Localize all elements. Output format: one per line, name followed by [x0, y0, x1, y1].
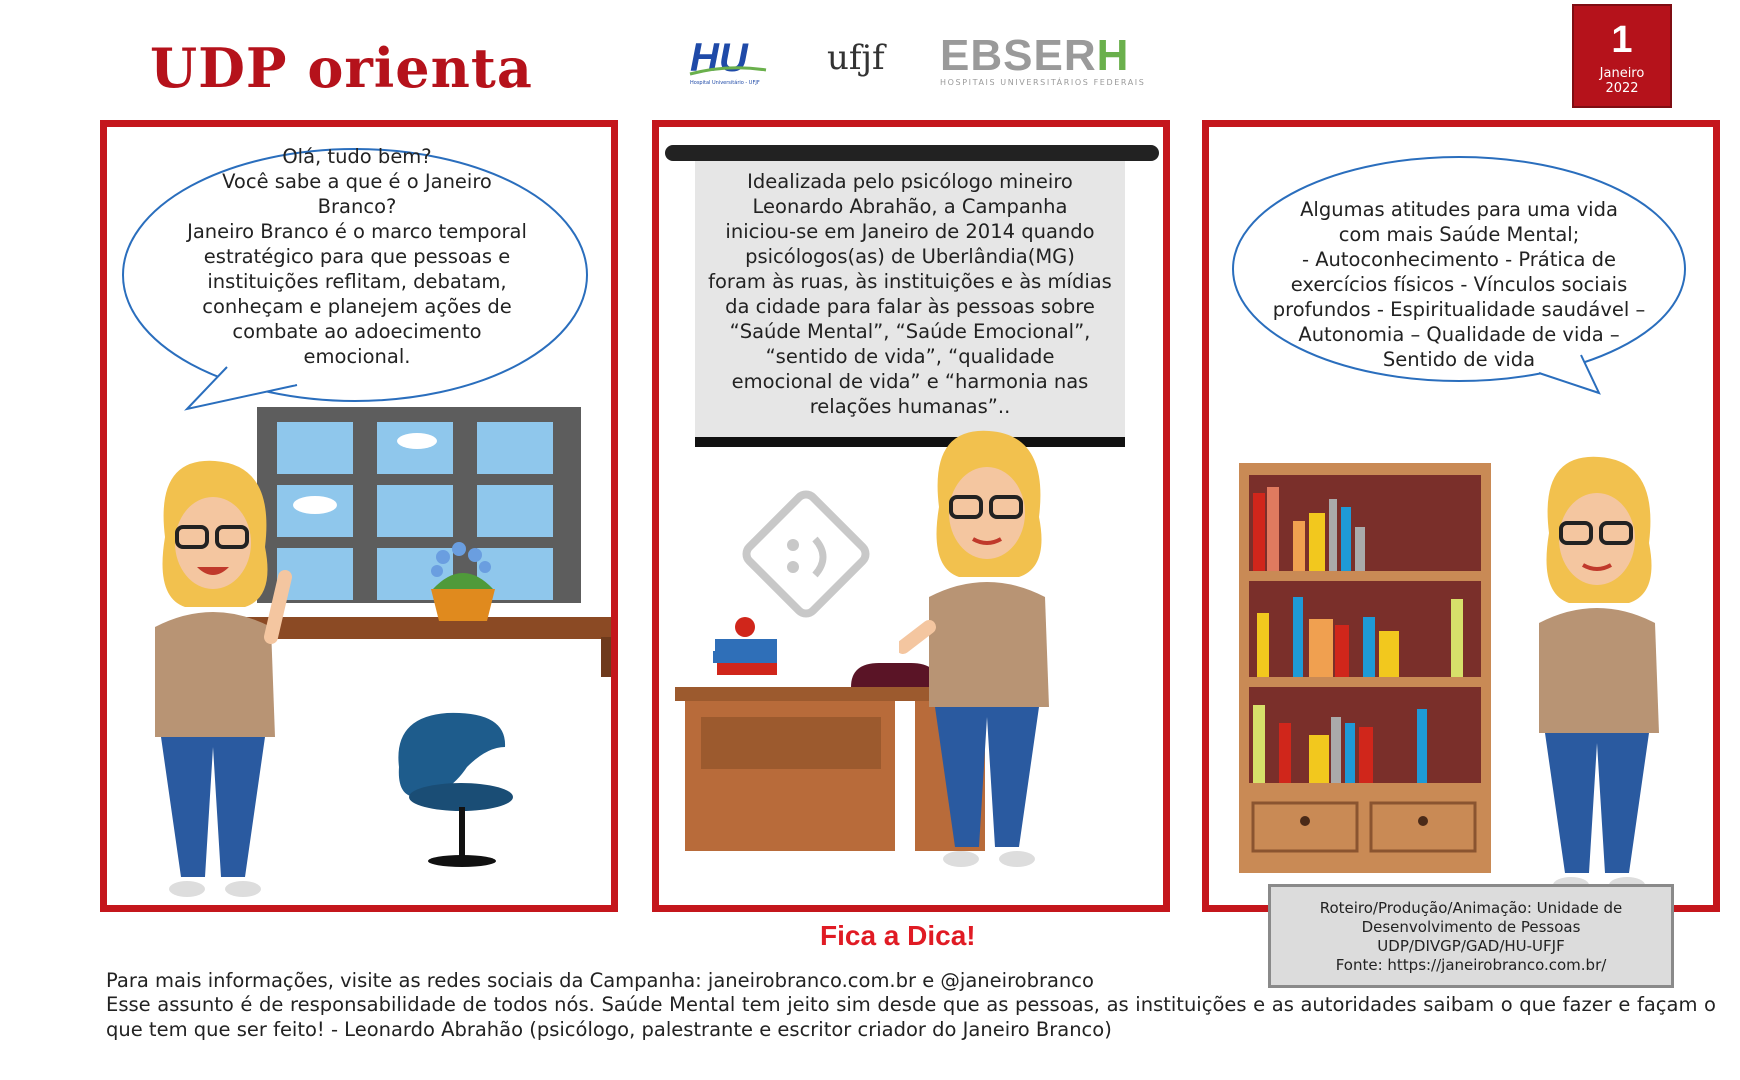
page-title: UDP orienta — [150, 36, 533, 100]
bubble-text — [1249, 197, 1669, 372]
avatar-character — [125, 457, 295, 912]
avatar-character — [1509, 453, 1689, 912]
screen-line: foram às ruas, às instituições e às mídias — [708, 270, 1112, 293]
bubble-line: Sentido de vida — [1382, 348, 1536, 371]
hu-logo-text: HU — [690, 36, 748, 80]
chair-illustration — [387, 707, 537, 877]
screen-line: “sentido de vida”, “qualidade — [765, 345, 1055, 368]
comic-panel-3 — [1202, 120, 1720, 912]
footer-quote: Esse assunto é de responsabilidade de todos nós. Saúde Mental tem jeito sim desde que as pessoas, as instituições e as autoridades saibam o que fazer e façam o que tem que ser feito! - Leonardo Abrahão (psicólogo, palestrante e escritor criador do Janeiro Branco) — [106, 993, 1716, 1041]
tip-heading: Fica a Dica! — [820, 920, 976, 951]
bubble-line: Você sabe a que é o Janeiro — [222, 170, 492, 193]
bubble-line: com mais Saúde Mental; — [1338, 223, 1580, 246]
bubble-line: Branco? — [317, 195, 397, 218]
flower-pot-icon — [423, 537, 503, 627]
badge-month: Janeiro — [1599, 66, 1645, 81]
bubble-line: - Autoconhecimento - Prática de — [1301, 248, 1617, 271]
screen-line: “Saúde Mental”, “Saúde Emocional”, — [729, 320, 1091, 343]
bubble-line: conheçam e planejem ações de — [202, 295, 512, 318]
screen-line: psicólogos(as) de Uberlândia(MG) — [745, 245, 1075, 268]
badge-number: 1 — [1611, 19, 1633, 61]
window-illustration — [257, 407, 587, 607]
credits-source-link[interactable]: Fonte: https://janeirobranco.com.br/ — [1335, 956, 1607, 974]
comic-panel-2 — [652, 120, 1170, 912]
ufjf-logo: ufjf — [827, 38, 885, 78]
hu-logo-subtitle: Hospital Universitário - UFJF — [690, 80, 760, 86]
screen-line: da cidade para falar às pessoas sobre — [725, 295, 1095, 318]
comic-panel-1 — [100, 120, 618, 912]
footer-info: Para mais informações, visite as redes sociais da Campanha: janeirobranco.com.br e @janeirobranco — [106, 969, 1094, 992]
bubble-line: profundos - Espiritualidade saudável – — [1272, 298, 1646, 321]
bubble-line: Olá, tudo bem? — [282, 145, 432, 168]
screen-line: emocional de vida” e “harmonia nas — [731, 370, 1089, 393]
avatar-character — [899, 427, 1079, 887]
credits-line: Roteiro/Produção/Animação: Unidade de — [1319, 899, 1623, 917]
bookshelf-illustration — [1239, 463, 1499, 883]
hu-swoosh-icon — [688, 66, 768, 76]
smiley-sign-icon — [731, 479, 881, 629]
ebserh-logo-subtitle: HOSPITAIS UNIVERSITÁRIOS FEDERAIS — [940, 78, 1146, 87]
bubble-line: instituições reflitam, debatam, — [207, 270, 507, 293]
hu-logo — [690, 36, 770, 88]
bubble-line: Autonomia – Qualidade de vida – — [1298, 323, 1620, 346]
bubble-text — [157, 144, 557, 369]
bubble-line: Algumas atitudes para uma vida — [1300, 198, 1618, 221]
bubble-line: exercícios físicos - Vínculos sociais — [1290, 273, 1628, 296]
screen-text — [695, 169, 1125, 419]
screen-line: iniciou-se em Janeiro de 2014 quando — [725, 220, 1095, 243]
ebserh-logo-text: EBSERH — [940, 31, 1130, 80]
bubble-line: Janeiro Branco é o marco temporal — [187, 220, 527, 243]
bubble-line: combate ao adoecimento — [232, 320, 482, 343]
badge-year: 2022 — [1605, 81, 1639, 96]
credits-line: Desenvolvimento de Pessoas — [1361, 918, 1581, 936]
bubble-line: estratégico para que pessoas e — [203, 245, 511, 268]
screen-line: Idealizada pelo psicólogo mineiro — [747, 170, 1073, 193]
screen-line: relações humanas”.. — [809, 395, 1011, 418]
date-badge — [1572, 4, 1672, 108]
screen-line: Leonardo Abrahão, a Campanha — [752, 195, 1068, 218]
bubble-line: emocional. — [303, 345, 411, 368]
credits-line: UDP/DIVGP/GAD/HU-UFJF — [1377, 937, 1565, 955]
ebserh-logo — [940, 31, 1146, 87]
